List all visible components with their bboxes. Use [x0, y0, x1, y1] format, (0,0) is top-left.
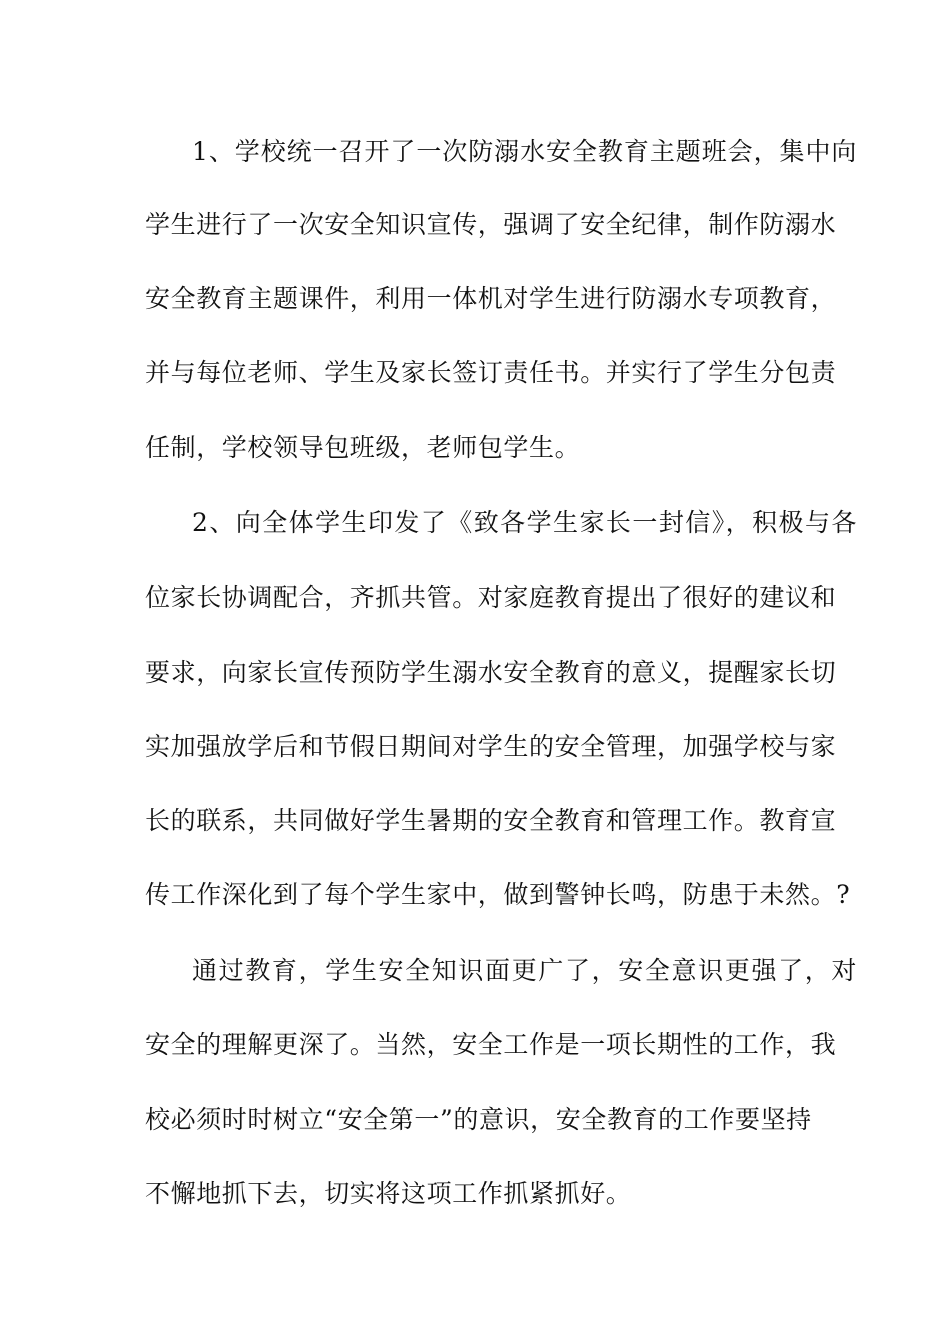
- paragraph-3-line-2: 安全的理解更深了。当然，安全工作是一项长期性的工作，我: [145, 1030, 837, 1059]
- paragraph-2-line-5: 长的联系，共同做好学生暑期的安全教育和管理工作。教育宣: [145, 806, 837, 835]
- paragraph-3-line-3: 校必须时时树立“安全第一”的意识，安全教育的工作要坚持: [145, 1105, 812, 1134]
- paragraph-1-line-3: 安全教育主题课件，利用一体机对学生进行防溺水专项教育，: [145, 284, 837, 313]
- paragraph-1-line-1: 1、学校统一召开了一次防溺水安全教育主题班会，集中向: [192, 137, 857, 166]
- paragraph-3-line-4: 不懈地抓下去，切实将这项工作抓紧抓好。: [145, 1179, 632, 1208]
- paragraph-1-line-4: 并与每位老师、学生及家长签订责任书。并实行了学生分包责: [145, 358, 837, 387]
- paragraph-2-line-4: 实加强放学后和节假日期间对学生的安全管理，加强学校与家: [145, 732, 837, 761]
- paragraph-2-line-2: 位家长协调配合，齐抓共管。对家庭教育提出了很好的建议和: [145, 583, 837, 612]
- paragraph-2-line-3: 要求，向家长宣传预防学生溺水安全教育的意义，提醒家长切: [145, 658, 837, 687]
- paragraph-2-line-6: 传工作深化到了每个学生家中，做到警钟长鸣，防患于未然。?: [145, 880, 851, 909]
- paragraph-1-line-2: 学生进行了一次安全知识宣传，强调了安全纪律，制作防溺水: [145, 210, 837, 239]
- paragraph-1-line-5: 任制，学校领导包班级，老师包学生。: [145, 433, 581, 462]
- paragraph-3-line-1: 通过教育，学生安全知识面更广了，安全意识更强了，对: [192, 956, 857, 985]
- paragraph-2-line-1: 2、向全体学生印发了《致各学生家长一封信》，积极与各: [192, 508, 857, 537]
